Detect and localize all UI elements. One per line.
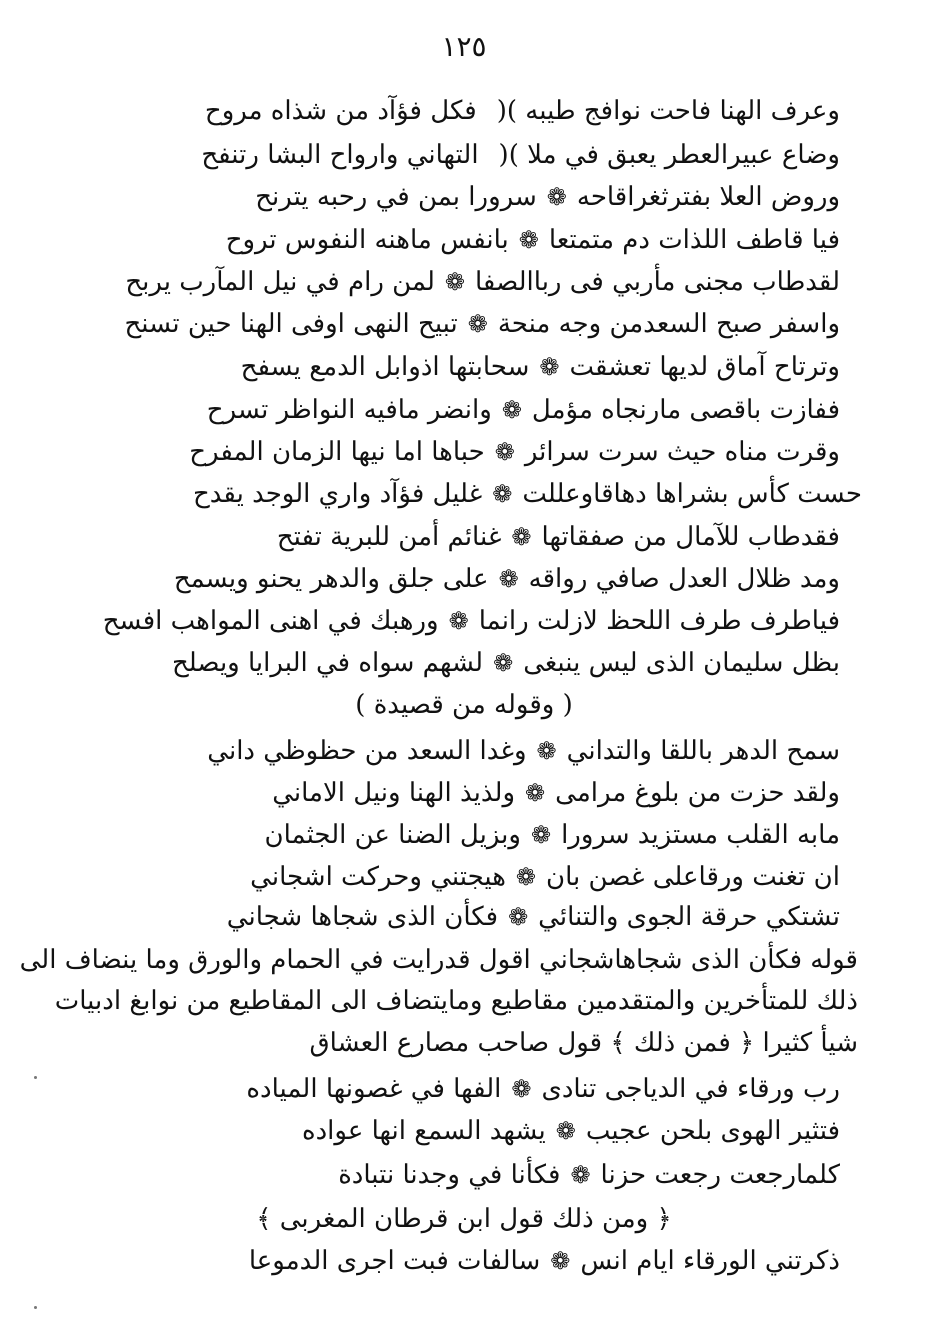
verse-first-hemistich: فقدطاب للآمال من صفقاتها (541, 522, 840, 552)
verse-second-hemistich: ورهبك في اهنى المواهب افسح (102, 606, 439, 636)
verse-second-hemistich: هيجتني وحركت اشجاني (250, 862, 506, 892)
verse-separator: ❁ (508, 903, 529, 931)
verse-line (241, 352, 840, 382)
verse-second-hemistich: وغدا السعد من حظوظي داني (207, 736, 527, 766)
verse-line (207, 395, 840, 425)
verse-second-hemistich: وانضر مافيه النواظر تسرح (206, 395, 492, 425)
verse-first-hemistich: سمح الدهر باللقا والتداني (566, 736, 840, 766)
verse-first-hemistich: تشتكي حرقة الجوى والتنائي (538, 902, 840, 932)
verse-separator: ❁ (550, 1247, 571, 1275)
verse-separator: ❁ (539, 353, 560, 381)
verse-first-hemistich: فتثير الهوى بلحن عجيب (585, 1116, 840, 1146)
verse-line (103, 606, 840, 636)
verse-first-hemistich: وعرف الهنا فاحت نوافج طيبه )( (496, 96, 840, 126)
verse-first-hemistich: حست كأس بشراها دهاقاوعللت (522, 479, 862, 509)
verse-second-hemistich: حباها اما نيها الزمان المفرح (189, 437, 485, 467)
verse-line (172, 648, 840, 678)
verse-second-hemistich: تبيح النهى اوفى الهنا حين تسنح (124, 309, 458, 339)
verse-separator: ❁ (511, 1075, 532, 1103)
verse-separator: ❁ (501, 396, 522, 424)
verse-first-hemistich: وضاع عبيرالعطر يعبق في ملا )( (498, 140, 840, 170)
verse-second-hemistich: سرورا بمن في رحبه يترنح (255, 182, 537, 212)
verse-first-hemistich: واسفر صبح السعدمن وجه منحة (497, 309, 840, 339)
verse-separator: ❁ (546, 183, 567, 211)
verse-second-hemistich: لمن رام في نيل المآرب يربح (125, 267, 435, 297)
margin-speck (34, 1076, 37, 1079)
verse-separator: ❁ (555, 1117, 576, 1145)
verse-first-hemistich: ان تغنت ورقاعلى غصن بان (546, 862, 840, 892)
verse-separator: ❁ (518, 226, 539, 254)
verse-line (338, 1160, 840, 1190)
verse-line (125, 309, 840, 339)
verse-second-hemistich: الفها في غصونها المياده (246, 1074, 502, 1104)
verse-line (174, 564, 840, 594)
verse-line (125, 267, 840, 297)
section-heading: ( وقوله من قصيدة ) (355, 690, 573, 720)
verse-separator: ❁ (448, 607, 469, 635)
verse-first-hemistich: ففازت باقصى مارنجاه مؤمل (531, 395, 840, 425)
verse-first-hemistich: فيا قاطف اللذات دم متمتعا (548, 225, 840, 255)
verse-line (246, 1074, 840, 1104)
verse-line (189, 437, 840, 467)
verse-separator: ❁ (467, 310, 488, 338)
verse-separator: ❁ (515, 863, 537, 891)
verse-second-hemistich: ولذيذ الهنا ونيل الاماني (272, 778, 516, 808)
verse-line (250, 862, 840, 892)
verse-first-hemistich: مابه القلب مستزيد سرورا (561, 820, 840, 850)
verse-separator: ❁ (494, 438, 515, 466)
verse-separator: ❁ (498, 565, 519, 593)
verse-separator: ❁ (525, 779, 546, 807)
verse-second-hemistich: غليل فؤآد واري الوجد يقدح (192, 479, 483, 509)
verse-first-hemistich: وترتاح آماق لديها تعشقت (569, 352, 840, 382)
prose-line: ذلك للمتأخرين والمتقدمين مقاطيع ومايتضاف الى المقاطيع من نوابغ ادبيات (54, 986, 858, 1016)
verse-line (227, 902, 840, 932)
verse-separator: ❁ (492, 480, 513, 508)
verse-line (226, 225, 840, 255)
verse-second-hemistich: فكأنا في وجدنا نتبادة (338, 1160, 561, 1190)
verse-line (277, 522, 840, 552)
verse-line (265, 820, 840, 850)
verse-first-hemistich: كلمارجعت رجعت حزنا (600, 1160, 840, 1190)
prose-line: شيأ كثيرا ﴿ فمن ذلك ﴾ قول صاحب مصارع العشاق (309, 1028, 858, 1058)
verse-first-hemistich: رب ورقاء في الدياجى تنادى (541, 1074, 840, 1104)
verse-separator: ❁ (511, 523, 532, 551)
verse-second-hemistich: فكأن الذى شجاها شجاني (226, 902, 499, 932)
verse-second-hemistich: سالفات فبت اجرى الدموعا (248, 1246, 541, 1276)
verse-second-hemistich: لشهم سواه في البرايا ويصلح (172, 648, 484, 678)
section-heading: ﴿ ومن ذلك قول ابن قرطان المغربى ﴾ (256, 1204, 672, 1234)
prose-line: قوله فكأن الذى شجاهاشجاني اقول قدرايت في الحمام والورق وما ينضاف الى (19, 945, 858, 975)
verse-line (205, 96, 840, 126)
verse-second-hemistich: بانفس ماهنه النفوس تروح (225, 225, 509, 255)
verse-second-hemistich: على جلق والدهر يحنو ويسمح (173, 564, 489, 594)
verse-line (255, 182, 840, 212)
verse-second-hemistich: غنائم أمن للبرية تفتح (276, 522, 502, 552)
verse-second-hemistich: يشهد السمع انها عواده (301, 1116, 546, 1146)
verse-first-hemistich: ذكرتني الورقاء ايام انس (580, 1246, 840, 1276)
verse-separator: ❁ (536, 737, 557, 765)
verse-separator: ❁ (493, 649, 514, 677)
verse-line (302, 1116, 840, 1146)
verse-line (207, 736, 840, 766)
verse-first-hemistich: لقدطاب مجنى مأربي فى رباالصفا (475, 267, 840, 297)
verse-separator: ❁ (444, 268, 465, 296)
verse-line (249, 1246, 840, 1276)
verse-separator: ❁ (530, 821, 552, 849)
verse-first-hemistich: وروض العلا بفترثغراقاحه (576, 182, 840, 212)
verse-line (272, 778, 840, 808)
verse-separator: ❁ (570, 1161, 591, 1189)
page-number: ١٢٥ (441, 30, 487, 63)
verse-first-hemistich: ولقد حزت من بلوغ مرامى (555, 778, 840, 808)
verse-second-hemistich: التهاني وارواح البشا رتنفح (201, 140, 479, 170)
verse-first-hemistich: ومد ظلال العدل صافي رواقه (528, 564, 840, 594)
verse-second-hemistich: فكل فؤآد من شذاه مروح (204, 96, 477, 126)
verse-line (201, 140, 840, 170)
verse-line (193, 479, 862, 509)
verse-second-hemistich: سحابتها اذوابل الدمع يسفح (240, 352, 530, 382)
verse-second-hemistich: وبزيل الضنا عن الجثمان (264, 820, 521, 850)
verse-first-hemistich: فياطرف طرف اللحظ لازلت رانما (478, 606, 840, 636)
verse-first-hemistich: بظل سليمان الذى ليس ينبغى (523, 648, 840, 678)
margin-speck (34, 1306, 37, 1309)
verse-first-hemistich: وقرت مناه حيث سرت سرائر (524, 437, 840, 467)
